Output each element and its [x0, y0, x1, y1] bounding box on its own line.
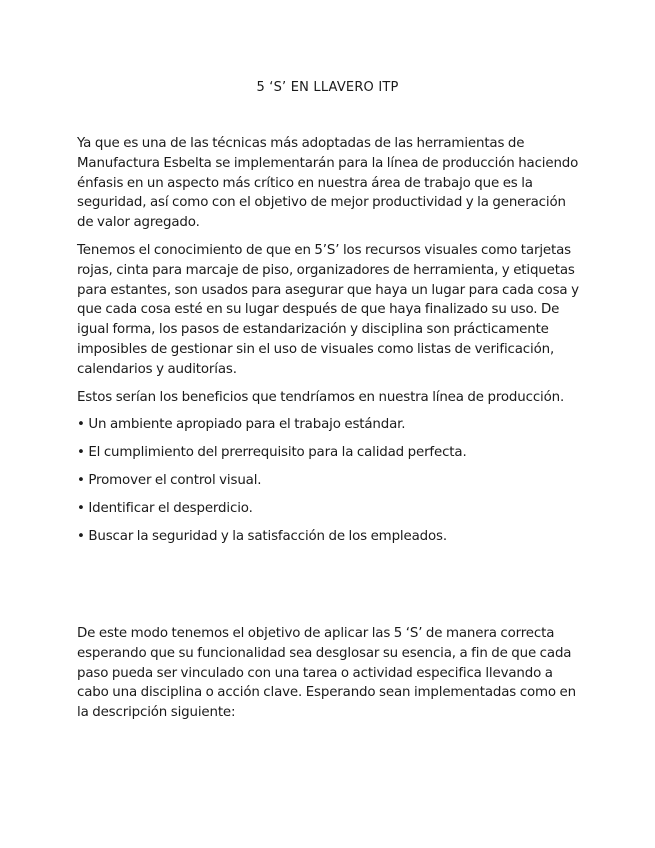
intro-paragraph: Ya que es una de las técnicas más adoptadas de las herramientas de Manufactura Esbelta se implementarán para la línea de producción haciendo énfasis en un aspecto más crítico en nuestra área de trabajo que es la seguridad, así como con el objetivo de mejor productividad y la generación de valor agregado.	[77, 136, 579, 231]
list-item: • Buscar la seguridad y la satisfacción de los empleados.	[77, 527, 582, 547]
benefits-intro-paragraph: Estos serían los beneficios que tendríamos en nuestra línea de producción.	[77, 389, 565, 405]
list-item: • Promover el control visual.	[77, 471, 582, 491]
document-title: 5 ‘S’ EN LLAVERO ITP	[256, 80, 399, 95]
list-item: • El cumplimiento del prerrequisito para la calidad perfecta.	[77, 443, 582, 463]
benefits-list	[77, 415, 582, 546]
document-body	[77, 134, 582, 554]
list-item: • Un ambiente apropiado para el trabajo estándar.	[77, 415, 582, 435]
closing-paragraph: De este modo tenemos el objetivo de aplicar las 5 ‘S’ de manera correcta esperando que su funcionalidad sea desglosar su esencia, a fin de que cada paso pueda ser vinculado con una tarea o actividad especifica llevando a cabo una disciplina o acción clave. Esperando sean implementadas como en la descripción siguiente:	[77, 626, 576, 721]
visual-resources-paragraph: Tenemos el conocimiento de que en 5’S’ los recursos visuales como tarjetas rojas, cinta para marcaje de piso, organizadores de herramienta, y etiquetas para estantes, son usados para asegurar que haya un lugar para cada cosa y que cada cosa esté en su lugar después de que haya finalizado su uso. De igual forma, los pasos de estandarización y disciplina son prácticamente imposibles de gestionar sin el uso de visuales como listas de verificación, calendarios y auditorías.	[77, 242, 579, 377]
list-item: • Identificar el desperdicio.	[77, 499, 582, 519]
